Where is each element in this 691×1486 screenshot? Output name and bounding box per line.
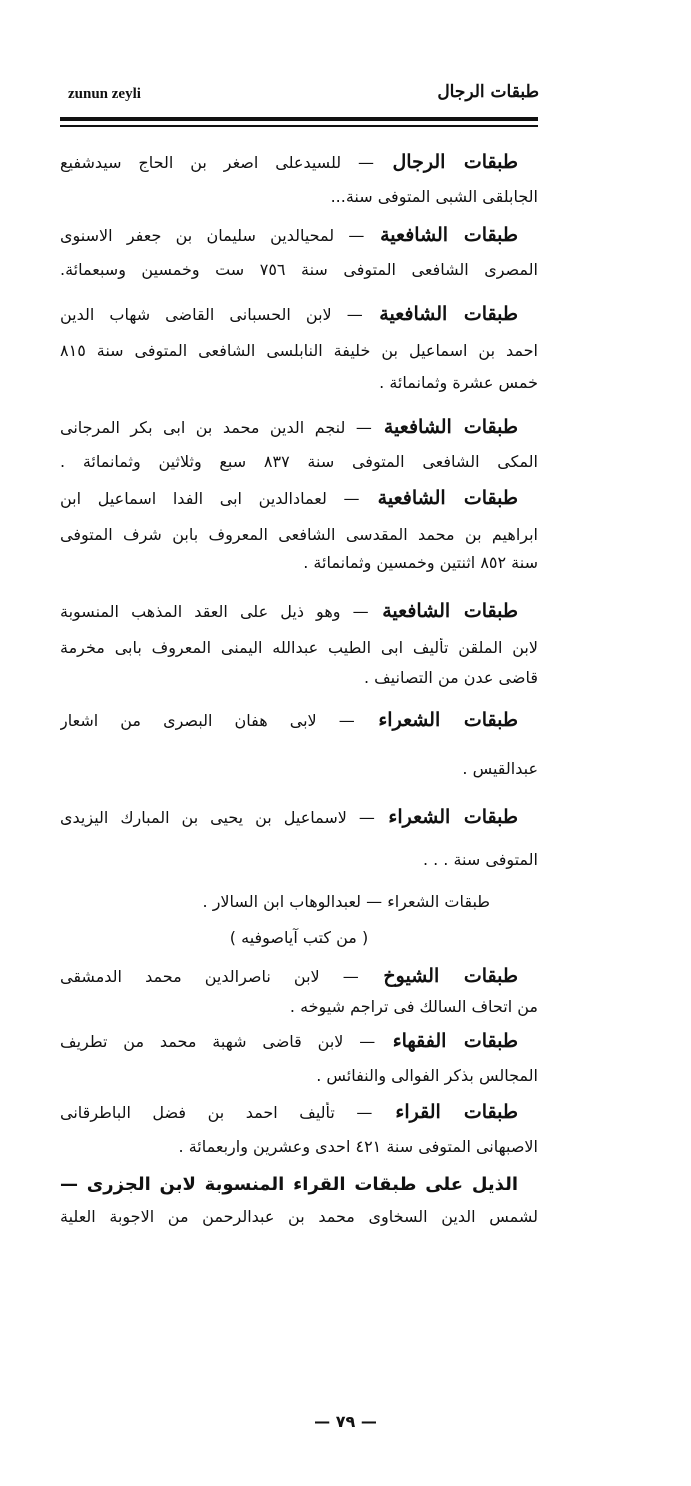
entry-line: المجالس بذكر الفوالى والنفائس . <box>316 1066 538 1085</box>
library-note: ( من كتب آياصوفيه ) <box>229 928 369 947</box>
entry-line: طبقات الشعراء — لابى هفان البصرى من اشعار <box>60 710 518 731</box>
running-header-left: zunun zeyli <box>68 86 141 102</box>
entry <box>60 152 538 207</box>
entry-line: طبقات الشافعية — لمحيالدين سليمان بن جعفر الاسنوى <box>60 225 518 246</box>
entry-line: الذيل على طبقات القراء المنسوبة لابن الجزرى — <box>60 1175 518 1195</box>
entry-line: طبقات الشعراء — لعبدالوهاب ابن السالار . <box>202 892 490 911</box>
entry-line: طبقات الشيوخ — لابن ناصرالدين محمد الدمشقى <box>60 966 519 987</box>
entry-line: ابراهيم بن محمد المقدسى الشافعى المعروف بابن شرف المتوفى <box>60 525 538 544</box>
entry-line: الجابلقى الشبى المتوفى سنة... <box>330 187 538 206</box>
entry-line: من اتحاف السالك فى تراجم شيوخه . <box>289 997 538 1016</box>
entry-heading: طبقات الشافعية <box>359 488 518 509</box>
entry-line: قاضى عدن من التصانيف . <box>363 668 538 687</box>
page-number: — ٧٩ — <box>314 1412 377 1431</box>
running-header-right: طبقات الرجال <box>437 82 539 102</box>
entry-line: طبقات الشافعية — لعمادالدين ابى الفدا اسماعيل ابن <box>60 488 518 509</box>
entry <box>60 1031 538 1086</box>
entry-line: المكى الشافعى المتوفى سنة ٨٣٧ سبع وثلاثين وثمانمائة . <box>60 452 538 471</box>
entry-heading: طبقات القراء <box>372 1102 518 1123</box>
entry-line: لابن الملقن تأليف ابى الطيب عبدالله اليمنى المعروف بابى مخرمة <box>60 638 538 657</box>
entry-line: طبقات الشعراء — لاسماعيل بن يحيى بن المبارك اليزيدى <box>60 807 518 828</box>
entry-line: طبقات الرجال — للسيدعلى اصغر بن الحاج سيدشفيع <box>60 152 518 173</box>
entry-line: طبقات الفقهاء — لابن قاضى شهبة محمد من تطريف <box>60 1031 518 1052</box>
entry-heading: طبقات الشافعية <box>368 601 518 622</box>
entry <box>60 225 538 280</box>
entry-heading: طبقات الرجال <box>374 152 518 173</box>
entry-line: طبقات الشافعية — لابن الحسبانى القاضى شهاب الدين <box>60 304 518 325</box>
entry-heading: طبقات الشافعية <box>371 417 518 438</box>
entry <box>60 304 538 393</box>
entry-line: المتوفى سنة . . . <box>422 850 538 869</box>
entry <box>60 488 538 573</box>
entry-heading: طبقات الشعراء <box>354 710 518 731</box>
entry <box>60 417 538 472</box>
entry <box>60 807 538 870</box>
entry-heading: طبقات الفقهاء <box>375 1031 518 1052</box>
entry-heading: طبقات الشافعية <box>362 304 518 325</box>
entry <box>60 928 538 948</box>
entry-line: طبقات القراء — تأليف احمد بن فضل الباطرقانى <box>60 1102 518 1123</box>
entry-line: المصرى الشافعى المتوفى سنة ٧٥٦ ست وخمسين وسبعمائة. <box>60 260 538 279</box>
entry <box>60 1102 538 1157</box>
entry-line: سنة ٨٥٢ اثنتين وخمسين وثمانمائة . <box>303 553 538 572</box>
entry-line: الاصبهانى المتوفى سنة ٤٢١ احدى وعشرين واربعمائة . <box>178 1137 538 1156</box>
header-rule-thick <box>60 117 538 121</box>
entry-line: طبقات الشافعية — وهو ذيل على العقد المذهب المنسوبة <box>60 601 518 622</box>
header-rule-thin <box>60 125 538 127</box>
entry-line: طبقات الشافعية — لنجم الدين محمد بن ابى بكر المرجانى <box>60 417 518 438</box>
entry-heading: طبقات الشافعية <box>364 225 518 246</box>
entry-line: لشمس الدين السخاوى محمد بن عبدالرحمن من الاجوبة العلية <box>60 1207 538 1226</box>
entry-line: خمس عشرة وثمانمائة . <box>379 373 538 392</box>
entry-line: عبدالقيس . <box>462 759 538 778</box>
entry <box>60 601 538 688</box>
entry-heading: طبقات الشعراء <box>374 807 518 828</box>
entry-heading: طبقات الشيوخ <box>358 966 519 987</box>
entry <box>60 966 538 1017</box>
entry <box>60 710 538 779</box>
entry <box>60 1175 538 1227</box>
entry-line: احمد بن اسماعيل بن خليفة النابلسى الشافعى المتوفى سنة ٨١٥ <box>60 341 538 360</box>
entries-body <box>60 138 538 1227</box>
entry <box>60 892 538 912</box>
